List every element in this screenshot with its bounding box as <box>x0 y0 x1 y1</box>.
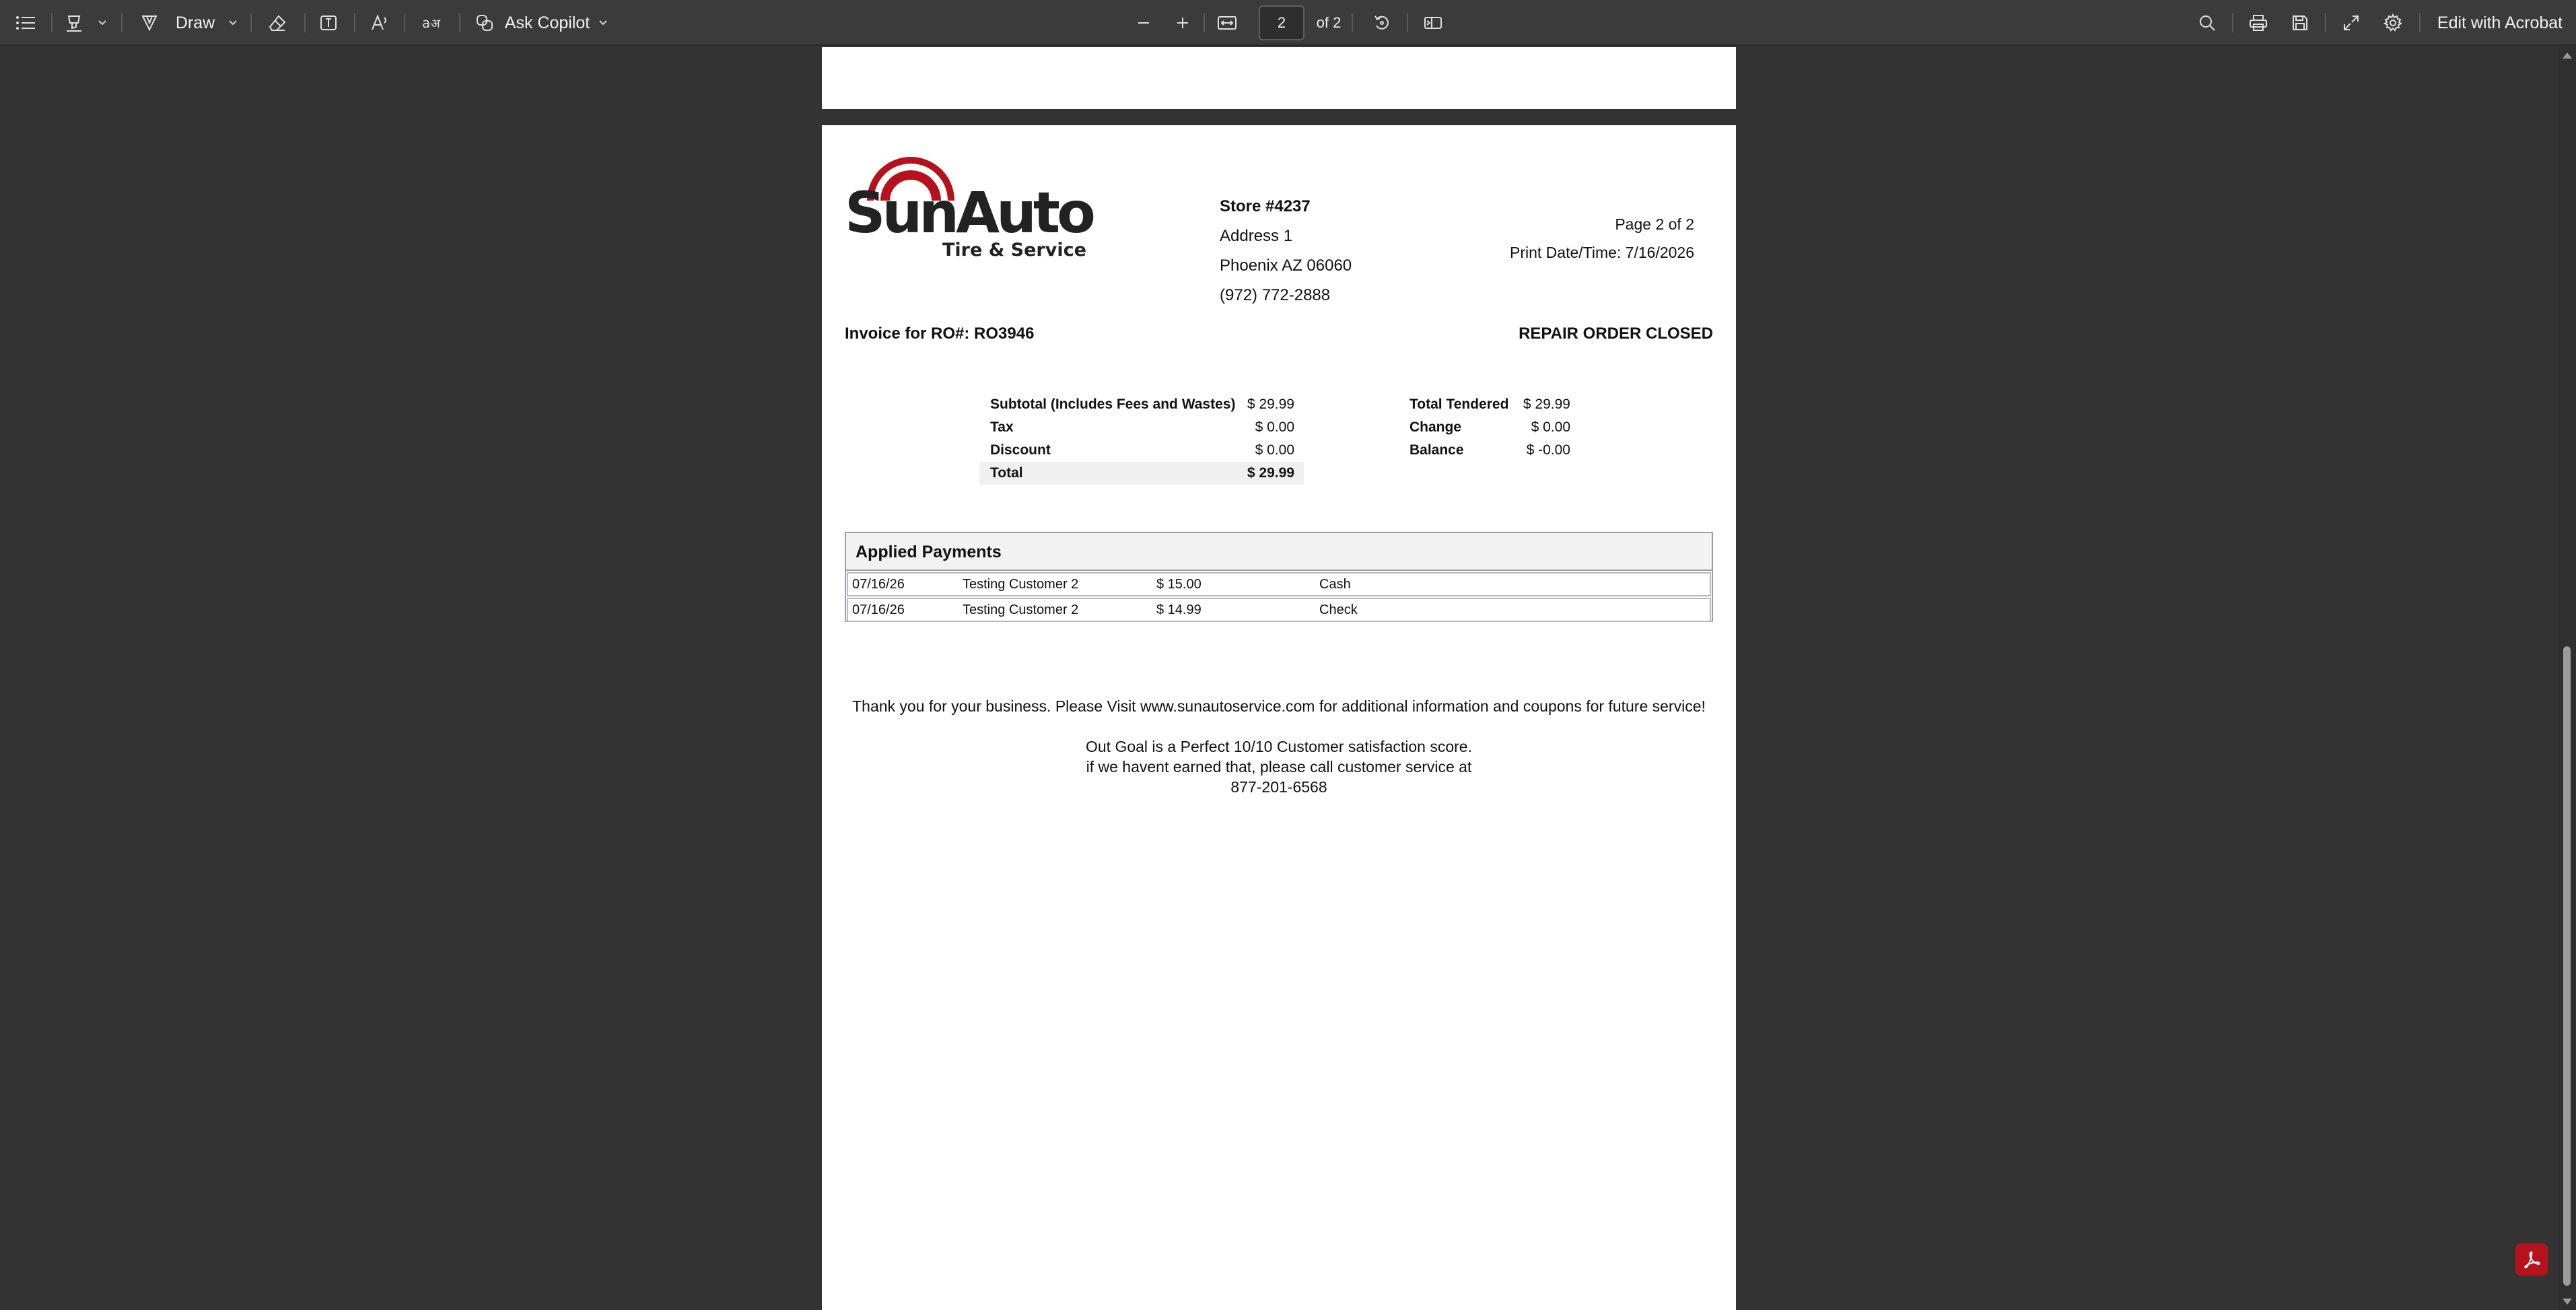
acrobat-icon[interactable] <box>2515 1243 2548 1276</box>
payment-type: Check <box>1319 602 1358 617</box>
goal-line: Out Goal is a Perfect 10/10 Customer satisfaction score. <box>1086 738 1472 755</box>
read-aloud-icon[interactable] <box>368 0 392 46</box>
goal-line: 877-201-6568 <box>1230 778 1327 796</box>
toolbar-separator <box>459 13 460 32</box>
search-icon[interactable] <box>2196 0 2219 46</box>
toolbar-separator <box>51 13 53 32</box>
eraser-icon[interactable] <box>265 0 289 46</box>
totals-row-total <box>979 462 1304 485</box>
table-row <box>847 572 1711 596</box>
rotate-icon[interactable] <box>1370 0 1393 46</box>
totals-row <box>979 393 1304 416</box>
page-info <box>1510 210 1694 267</box>
totals-value: $ 0.00 <box>1255 442 1294 458</box>
toolbar-separator <box>2325 13 2326 32</box>
payment-type: Cash <box>1319 577 1351 592</box>
zoom-out-icon[interactable] <box>1134 0 1154 46</box>
tender-row <box>1399 393 1655 416</box>
chevron-down-icon[interactable] <box>226 0 240 46</box>
toolbar-separator <box>1352 13 1353 32</box>
sunauto-logo <box>845 152 1092 261</box>
svg-text:a: a <box>422 15 431 31</box>
toolbar-separator <box>354 13 355 32</box>
thank-you-message: Thank you for your business. Please Visit www.sunautoservice.com for additional information and coupons for future service! <box>852 697 1706 715</box>
toolbar-separator <box>404 13 405 32</box>
totals-value: $ 0.00 <box>1255 419 1294 435</box>
logo-tagline: Tire & Service <box>942 240 1086 261</box>
translate-icon[interactable] <box>419 0 446 46</box>
document-viewport[interactable] <box>0 47 2558 1310</box>
edit-with-acrobat-button[interactable]: Edit with Acrobat <box>2437 13 2563 32</box>
fit-page-icon[interactable] <box>1216 0 1239 46</box>
page-number-input[interactable]: 2 <box>1259 5 1304 40</box>
payment-customer: Testing Customer 2 <box>963 602 1079 617</box>
totals-label: Total <box>990 465 1023 481</box>
totals-table <box>979 393 1304 485</box>
payment-date: 07/16/26 <box>852 577 905 592</box>
toolbar-separator <box>250 13 252 32</box>
totals-value: $ 29.99 <box>1247 397 1294 412</box>
goal-line: if we havent earned that, please call customer service at <box>1086 758 1472 775</box>
table-row <box>847 598 1711 622</box>
totals-row <box>979 416 1304 439</box>
highlight-icon[interactable] <box>62 0 86 46</box>
page-view-icon[interactable] <box>1422 0 1444 46</box>
tender-label: Change <box>1409 419 1462 435</box>
tender-row <box>1399 439 1655 462</box>
ask-copilot-button[interactable]: Ask Copilot <box>504 13 590 32</box>
store-name: Store #4237 <box>1220 197 1311 215</box>
store-city: Phoenix AZ 06060 <box>1220 256 1352 275</box>
satisfaction-goal <box>845 736 1713 797</box>
store-info <box>1220 192 1352 310</box>
applied-payments-table <box>845 532 1713 622</box>
zoom-in-icon[interactable] <box>1173 0 1193 46</box>
contents-icon[interactable] <box>13 0 38 46</box>
tender-value: $ 0.00 <box>1531 419 1570 435</box>
tender-label: Total Tendered <box>1409 397 1509 412</box>
logo-brand-text: SunAuto <box>845 180 1092 246</box>
scroll-down-icon[interactable] <box>2563 1299 2572 1305</box>
draw-icon[interactable] <box>137 0 162 46</box>
text-box-icon[interactable] <box>316 0 341 46</box>
page-2 <box>822 125 1736 1310</box>
toolbar-separator <box>2232 13 2233 32</box>
repair-order-status: REPAIR ORDER CLOSED <box>1519 324 1713 343</box>
scroll-up-icon[interactable] <box>2563 53 2572 59</box>
page-total: of 2 <box>1316 14 1342 31</box>
totals-label: Subtotal (Includes Fees and Wastes) <box>990 397 1236 412</box>
applied-payments-title: Applied Payments <box>846 533 1712 571</box>
tender-row <box>1399 416 1655 439</box>
totals-label: Discount <box>990 442 1051 458</box>
tender-table <box>1399 393 1655 462</box>
payment-amount: $ 15.00 <box>1156 577 1202 592</box>
print-icon[interactable] <box>2247 0 2270 46</box>
fullscreen-icon[interactable] <box>2340 0 2363 46</box>
svg-text:अ: अ <box>431 17 440 31</box>
payment-amount: $ 14.99 <box>1156 602 1202 617</box>
chevron-down-icon[interactable] <box>596 0 610 46</box>
toolbar-separator <box>121 13 123 32</box>
tender-label: Balance <box>1409 442 1464 458</box>
tender-value: $ 29.99 <box>1523 397 1570 412</box>
toolbar <box>0 0 2576 46</box>
totals-label: Tax <box>990 419 1014 435</box>
chevron-down-icon[interactable] <box>96 0 109 46</box>
tender-value: $ -0.00 <box>1526 442 1570 458</box>
payment-customer: Testing Customer 2 <box>963 577 1079 592</box>
totals-value: $ 29.99 <box>1247 465 1294 481</box>
copilot-icon[interactable] <box>473 0 497 46</box>
invoice-label: Invoice for RO#: RO3946 <box>845 324 1035 343</box>
toolbar-separator <box>2419 13 2421 32</box>
save-icon[interactable] <box>2289 0 2311 46</box>
scrollbar-thumb[interactable] <box>2563 646 2571 1286</box>
toolbar-separator <box>1204 13 1205 32</box>
print-date: Print Date/Time: 7/16/2026 <box>1509 244 1694 261</box>
page-label: Page 2 of 2 <box>1615 215 1694 233</box>
settings-icon[interactable] <box>2381 0 2404 46</box>
toolbar-separator <box>304 13 306 32</box>
payment-date: 07/16/26 <box>852 602 905 617</box>
store-address: Address 1 <box>1220 227 1293 245</box>
draw-label[interactable]: Draw <box>175 13 215 32</box>
page-1-bottom <box>822 47 1736 109</box>
store-phone: (972) 772-2888 <box>1220 286 1331 304</box>
toolbar-separator <box>1407 13 1408 32</box>
totals-row <box>979 439 1304 462</box>
vertical-scrollbar[interactable] <box>2558 47 2576 1310</box>
